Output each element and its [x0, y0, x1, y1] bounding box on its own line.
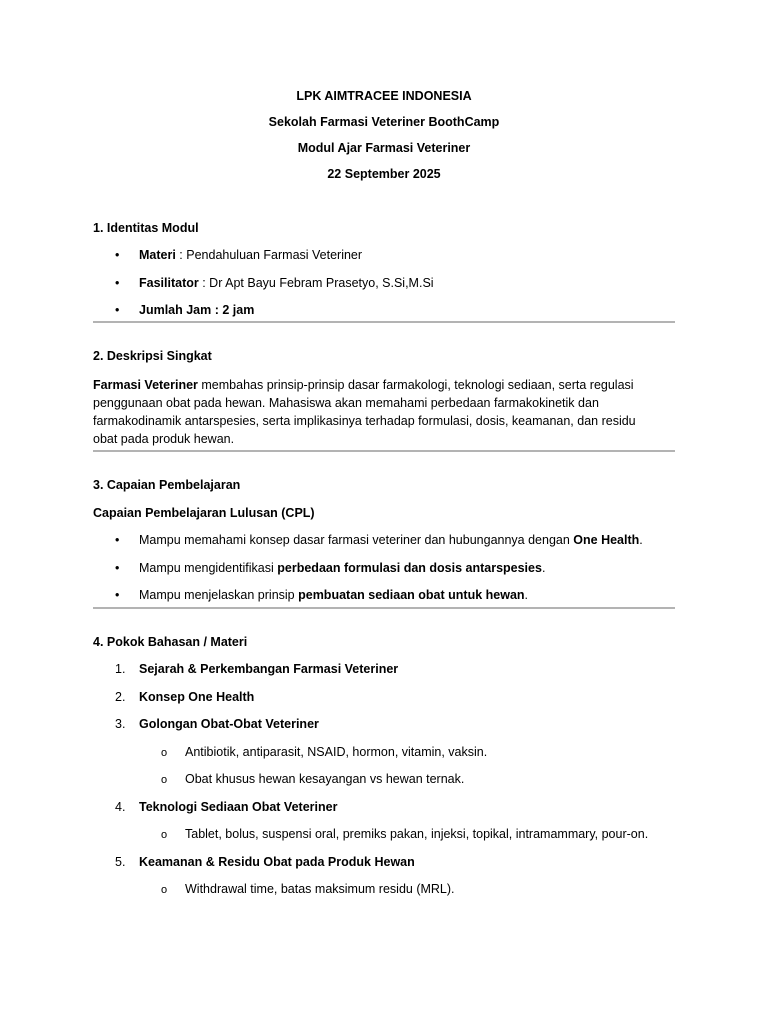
section-4-title: 4. Pokok Bahasan / Materi	[93, 635, 248, 649]
item-separator: :	[175, 248, 187, 262]
number-marker: 1.	[115, 662, 126, 676]
description-line-1: membahas prinsip-prinsip dasar farmakologi, teknologi sediaan, serta regulasi	[197, 378, 634, 392]
list-item	[93, 661, 675, 689]
sub-list-item	[93, 881, 675, 909]
number-marker: 4.	[115, 799, 126, 814]
bullet-marker: •	[115, 533, 120, 547]
header-organization: LPK AIMTRACEE INDONESIA	[296, 89, 472, 103]
list-item	[93, 302, 675, 320]
header-date: 22 September 2025	[327, 167, 441, 181]
sub-marker: o	[161, 884, 168, 896]
list-item	[93, 689, 675, 717]
description-line-3: farmakodinamik antarspesies, serta implikasinya terhadap formulasi, dosis, keamanan, dan residu	[93, 414, 636, 428]
section-4-list	[93, 661, 675, 909]
topic-title: Golongan Obat-Obat Veteriner	[139, 717, 319, 731]
section-3-subtitle: Capaian Pembelajaran Lulusan (CPL)	[93, 506, 315, 520]
sub-item-text: Withdrawal time, batas maksimum residu (MRL).	[185, 882, 455, 896]
item-end: .	[541, 560, 546, 575]
description-line-4: obat pada produk hewan.	[93, 432, 235, 446]
sub-list-container	[93, 826, 675, 854]
item-emphasis: One Health	[573, 533, 640, 547]
section-2-title: 2. Deskripsi Singkat	[93, 349, 212, 363]
list-item	[93, 854, 675, 882]
sub-list	[93, 826, 675, 854]
sub-list	[93, 881, 675, 909]
sub-list	[93, 744, 675, 799]
item-text: Mampu mengidentifikasi	[139, 560, 278, 575]
item-label: Jumlah Jam : 2 jam	[139, 303, 255, 317]
bullet-marker: •	[115, 275, 120, 290]
item-value: Dr Apt Bayu Febram Prasetyo, S.Si,M.Si	[209, 275, 434, 290]
section-3-list	[93, 532, 675, 605]
list-item	[93, 560, 675, 588]
item-emphasis: pembuatan sediaan obat untuk hewan	[298, 588, 525, 602]
item-end: .	[524, 588, 529, 602]
section-2-description	[93, 376, 675, 448]
bullet-marker: •	[115, 560, 120, 575]
sub-marker: o	[161, 746, 168, 759]
list-item	[93, 247, 675, 275]
header-school: Sekolah Farmasi Veteriner BoothCamp	[268, 115, 500, 129]
sub-item-text: Antibiotik, antiparasit, NSAID, hormon, vitamin, vaksin.	[185, 744, 488, 759]
document-header	[93, 88, 675, 192]
sub-marker: o	[161, 774, 168, 786]
header-module-title: Modul Ajar Farmasi Veteriner	[297, 141, 471, 155]
description-lead: Farmasi Veteriner	[93, 378, 198, 392]
sub-list-container	[93, 744, 675, 799]
topic-title: Keamanan & Residu Obat pada Produk Hewan	[139, 854, 415, 869]
item-label: Materi	[139, 248, 176, 262]
description-line-2: penggunaan obat pada hewan. Mahasiswa akan memahami perbedaan farmakokinetik dan	[93, 396, 599, 410]
list-item	[93, 716, 675, 744]
sub-list-item	[93, 744, 675, 772]
item-label: Fasilitator	[139, 275, 199, 290]
list-item	[93, 532, 675, 560]
section-1-title: 1. Identitas Modul	[93, 221, 199, 235]
topic-title: Sejarah & Perkembangan Farmasi Veteriner	[139, 662, 399, 676]
sub-list-item	[93, 771, 675, 799]
item-text: Mampu memahami konsep dasar farmasi veteriner dan hubungannya dengan	[139, 533, 574, 547]
number-marker: 3.	[115, 717, 126, 731]
list-item	[93, 587, 675, 605]
item-end: .	[639, 533, 643, 547]
bullet-marker: •	[115, 248, 120, 262]
section-1-list	[93, 247, 675, 320]
sub-list-item	[93, 826, 675, 854]
topic-title: Teknologi Sediaan Obat Veteriner	[139, 799, 338, 814]
sub-marker: o	[161, 829, 168, 841]
sub-item-text: Obat khusus hewan kesayangan vs hewan ternak.	[185, 772, 465, 786]
item-separator: :	[198, 275, 210, 290]
item-value: Pendahuluan Farmasi Veteriner	[186, 248, 363, 262]
section-3-title: 3. Capaian Pembelajaran	[93, 478, 241, 492]
sub-item-text: Tablet, bolus, suspensi oral, premiks pakan, injeksi, topikal, intramammary, pour-on.	[185, 827, 649, 841]
bullet-marker: •	[115, 303, 120, 317]
sub-list-container	[93, 881, 675, 909]
topic-title: Konsep One Health	[139, 689, 255, 704]
item-text: Mampu menjelaskan prinsip	[139, 588, 299, 602]
bullet-marker: •	[115, 588, 120, 602]
number-marker: 2.	[115, 689, 126, 704]
number-marker: 5.	[115, 854, 126, 869]
item-emphasis: perbedaan formulasi dan dosis antarspesies	[277, 560, 542, 575]
list-item	[93, 275, 675, 303]
list-item	[93, 799, 675, 827]
